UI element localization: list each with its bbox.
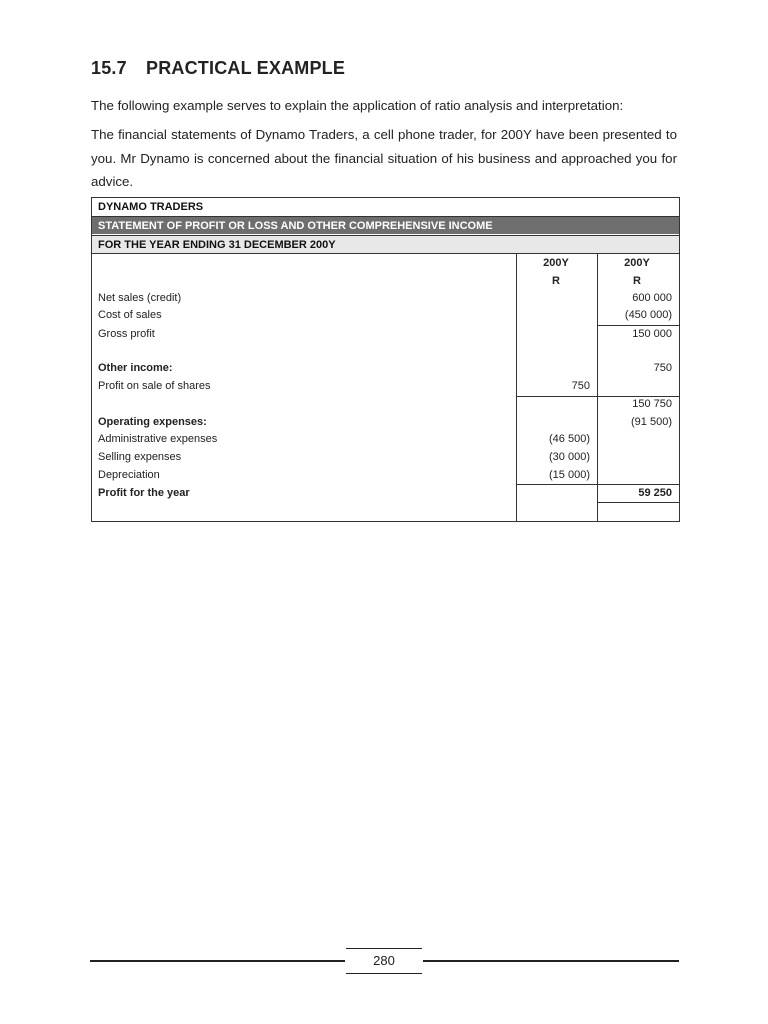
profit-for-the-year-value: 59 250 xyxy=(638,487,672,499)
context-paragraph: The financial statements of Dynamo Traders, a cell phone trader, for 200Y have been presented to you. Mr Dynamo is concerned about the financial situation of his business and approached you for advice. xyxy=(91,127,677,189)
row-label-administrative-expenses: Administrative expenses xyxy=(98,433,218,445)
footer-rule xyxy=(423,960,679,962)
column-year-2: 200Y xyxy=(624,257,650,269)
column-divider xyxy=(516,254,517,521)
income-statement-table xyxy=(91,197,680,522)
gross-profit-value: 150 000 xyxy=(632,328,672,340)
row-label-depreciation: Depreciation xyxy=(98,469,160,481)
row-label-profit-on-sale-of-shares: Profit on sale of shares xyxy=(98,380,211,392)
subtotal-rule xyxy=(597,325,680,326)
column-divider xyxy=(597,254,598,521)
column-currency-2: R xyxy=(633,275,641,287)
row-label-gross-profit: Gross profit xyxy=(98,328,155,340)
row-label-profit-for-the-year: Profit for the year xyxy=(98,487,190,499)
subtotal-value: 150 750 xyxy=(632,398,672,410)
other-income-value: 750 xyxy=(653,362,672,374)
section-number: 15.7 xyxy=(91,58,127,78)
section-heading xyxy=(91,58,345,79)
footer-rule xyxy=(90,960,345,962)
subtotal-rule xyxy=(516,396,680,397)
section-title: PRACTICAL EXAMPLE xyxy=(146,58,346,78)
company-name: DYNAMO TRADERS xyxy=(92,198,679,216)
cost-of-sales-value: (450 000) xyxy=(624,309,672,321)
row-label-cost-of-sales: Cost of sales xyxy=(98,309,162,321)
net-sales-value: 600 000 xyxy=(632,292,672,304)
page-number: 280 xyxy=(346,948,422,974)
row-label-selling-expenses: Selling expenses xyxy=(98,451,182,463)
operating-expenses-value: (91 500) xyxy=(631,416,672,428)
subtotal-rule xyxy=(516,484,680,485)
row-label-net-sales: Net sales (credit) xyxy=(98,292,182,304)
administrative-expenses-value: (46 500) xyxy=(549,433,590,445)
intro-paragraph: The following example serves to explain the application of ratio analysis and interpretation: xyxy=(91,98,624,113)
statement-period: FOR THE YEAR ENDING 31 DECEMBER 200Y xyxy=(92,235,679,254)
row-label-other-income: Other income: xyxy=(98,362,173,374)
selling-expenses-value: (30 000) xyxy=(549,451,590,463)
column-year-1: 200Y xyxy=(543,257,569,269)
column-currency-1: R xyxy=(552,275,560,287)
statement-title: STATEMENT OF PROFIT OR LOSS AND OTHER COMPREHENSIVE INCOME xyxy=(92,216,679,234)
depreciation-value: (15 000) xyxy=(549,469,590,481)
profit-on-sale-of-shares-value: 750 xyxy=(571,380,590,392)
total-rule xyxy=(597,502,680,503)
row-label-operating-expenses: Operating expenses: xyxy=(98,416,207,428)
